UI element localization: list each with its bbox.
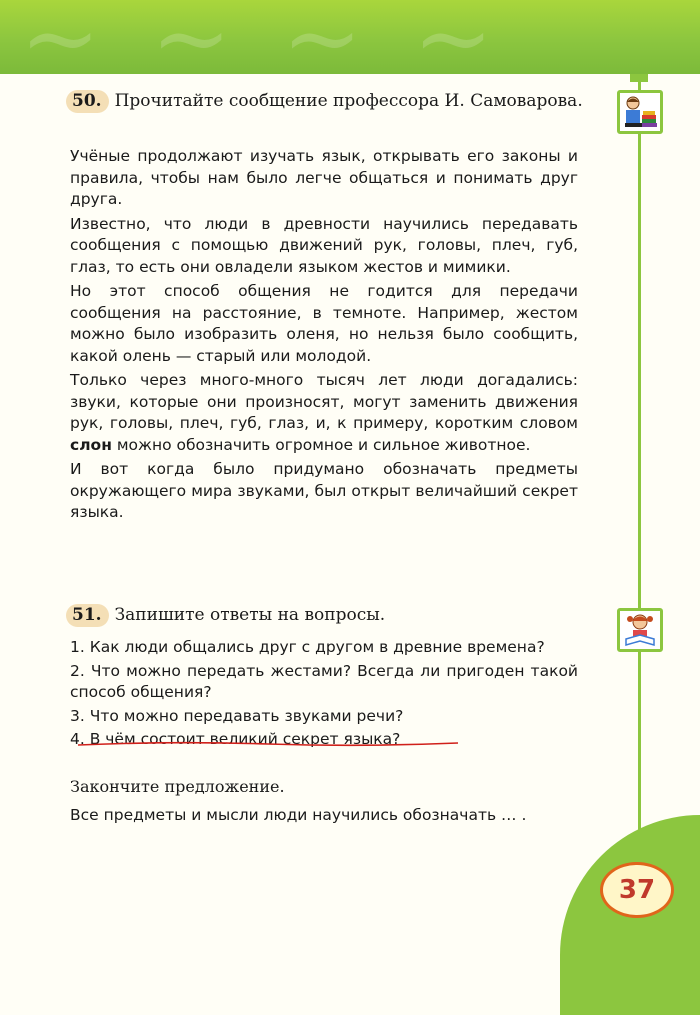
question-list xyxy=(70,637,578,753)
text-span: Только через много-много тысяч лет люди догадались: звуки, которые они произносят, могут заменить движения рук, головы, плеч, губ, глаз, и, к примеру, коротким словом xyxy=(70,371,578,432)
task-50-title: Прочитайте сообщение профессора И. Самоварова. xyxy=(114,91,583,111)
task-51-title: Запишите ответы на вопросы. xyxy=(114,605,386,625)
paragraph: Все предметы и мысли люди научились обозначать … . xyxy=(70,806,527,824)
complete-sentence-heading: Закончите предложение. xyxy=(70,777,285,796)
paragraph: Известно, что люди в древности научились передавать сообщения с помощью движений рук, головы, плеч, губ, глаз, то есть они овладели языком жестов и мимики. xyxy=(70,214,578,276)
keyword-slon: слон xyxy=(70,435,112,454)
paragraph: Но этот способ общения не годится для передачи сообщения на расстояние, в темноте. Например, жестом можно было изобразить оленя, но нельзя было сообщить, какой олень — старый или молодой. xyxy=(70,282,578,365)
task-50-heading xyxy=(66,90,606,113)
professor-message xyxy=(70,146,578,527)
question-item: 2. Что можно передать жестами? Всегда ли пригоден такой способ общения? xyxy=(70,661,578,701)
handwritten-underline xyxy=(78,740,458,748)
paragraph: Учёные продолжают изучать язык, открывать его законы и правила, чтобы нам было легче общаться и понимать друг друга. xyxy=(70,147,578,208)
question-item: 1. Как люди общались друг с другом в древние времена? xyxy=(70,638,545,656)
task-number-badge: 50. xyxy=(66,90,109,113)
child-reading-books-icon xyxy=(617,90,663,134)
page-number: 37 xyxy=(600,862,674,918)
decorative-script: ~ ~ ~ ~ xyxy=(20,0,504,74)
top-decorative-band xyxy=(0,0,700,74)
text-span: можно обозначить огромное и сильное животное. xyxy=(111,435,531,454)
final-sentence xyxy=(70,805,578,830)
girl-writing-icon xyxy=(617,608,663,652)
paragraph xyxy=(70,370,578,456)
question-item: 3. Что можно передавать звуками речи? xyxy=(70,706,404,725)
task-51-heading xyxy=(66,604,385,627)
paragraph: И вот когда было придумано обозначать предметы окружающего мира звуками, был открыт величайший секрет языка. xyxy=(70,460,578,521)
task-number-badge: 51. xyxy=(66,604,109,627)
margin-line xyxy=(638,74,641,854)
question-item: 4. В чём состоит великий секрет языка? xyxy=(70,730,401,748)
